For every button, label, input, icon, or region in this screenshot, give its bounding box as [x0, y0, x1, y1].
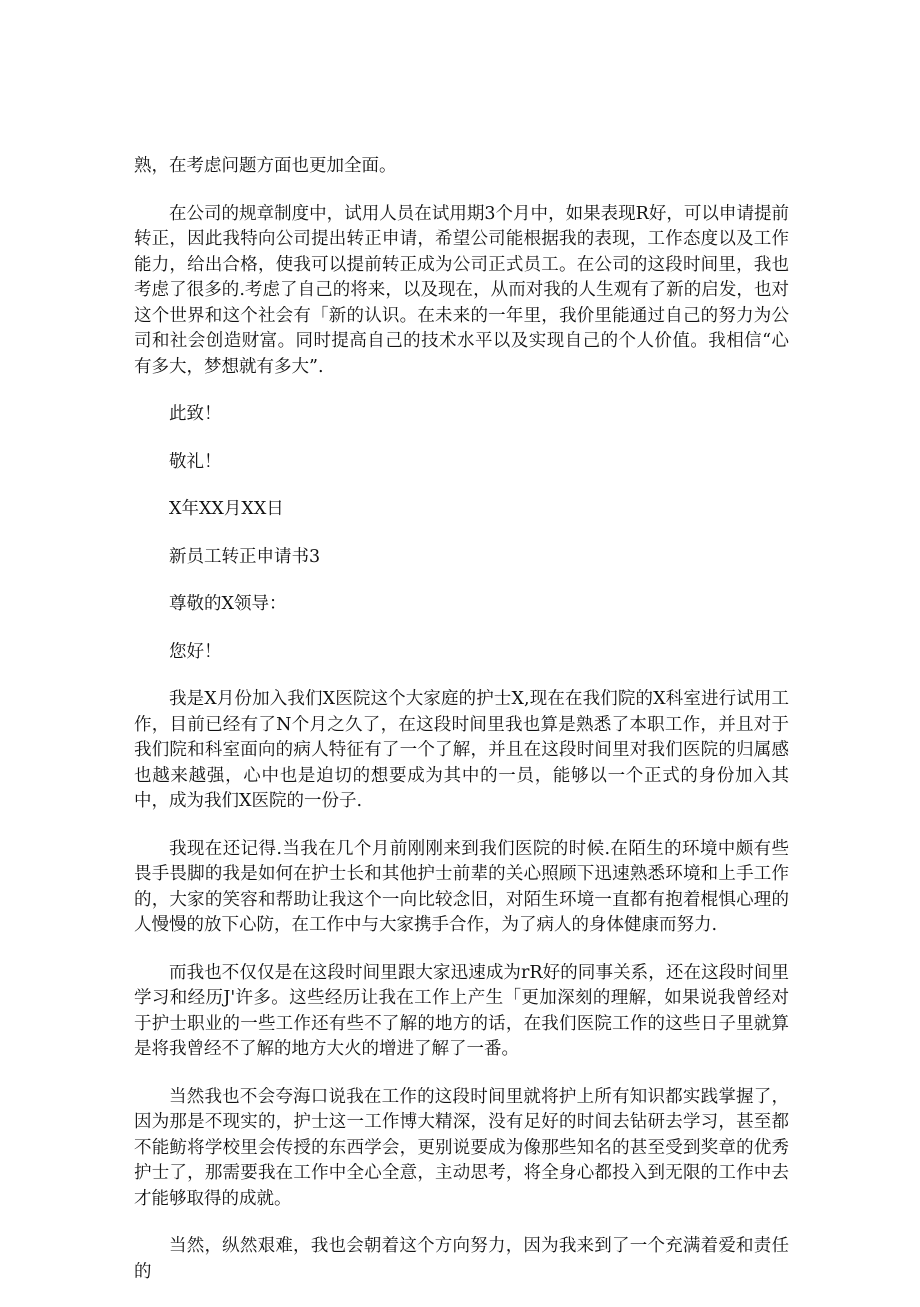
letter-greeting-recipient: 尊敬的X领导： — [169, 594, 287, 614]
letter-greeting: 您好！ — [169, 641, 222, 662]
paragraph-learning: 当然我也不会夸海口说我在工作的这段时间里就将护上所有知识都实践掌握了，因为那是不现实的，护士这一工作博大精深，没有足好的时间去钻研去学习，甚至都不能鲂将学校里会传授的东西学会，更别说要成为像那些知名的甚至受到奖章的优秀护士了，那需要我在工作中全心全意，主动思考，将全身心都投入到无限的工作中去才能够取得的成就。 — [134, 1086, 789, 1209]
closing-salutation: 此致！ — [169, 404, 222, 424]
closing-regards: 敬礼！ — [169, 451, 222, 472]
section-title: 新员工转正申请书3 — [169, 546, 321, 567]
paragraph-introduction: 我是X月份加入我们X医院这个大家庭的护士X,现在在我们院的X科室进行试用工作，目前已经有了N个月之久了，在这段时间里我也算是熟悉了本职工作，并且对于我们院和科室面向的病人特征有了一个了解，并且在这段时间里对我们医院的归属感也越来越强，心中也是迫切的想要成为其中的一员，能够以一个正式的身份加入其中，成为我们X医院的一份子. — [134, 689, 789, 811]
paragraph-probation-rules: 在公司的规章制度中，试用人员在试用期3个月中，如果表现R好，可以申请提前转正，因此我特向公司提出转正申请，希望公司能根据我的表现，工作态度以及工作能力，给出合格，使我可以提前转正成为公司正式员工。在公司的这段时间里，我也考虑了很多的.考虑了自己的将来，以及现在，从而对我的人生观有了新的启发，也对这个世界和这个社会有「新的认识。在未来的一年里，我价里能通过自己的努力为公司和社会创造财富。同时提高自己的技术水平以及实现自己的个人价值。我相信“心有多大，梦想就有多大”. — [134, 203, 789, 377]
paragraph-memories: 我现在还记得.当我在几个月前刚刚来到我们医院的时候.在陌生的环境中颇有些畏手畏脚的我是如何在护士长和其他护士前辈的关心照顾下迅速熟悉环境和上手工作的，大家的笑容和帮助让我这个一向比较念旧，对陌生环境一直都有抱着棍惧心理的人慢慢的放下心防，在工作中与大家携手合作，为了病人的身体健康而努力. — [134, 838, 789, 935]
paragraph-colleagues: 而我也不仅仅是在这段时间里跟大家迅速成为rR好的同事关系，还在这段时间里学习和经历J'许多。这些经历让我在工作上产生「更加深刻的理解，如果说我曾经对于护士职业的一些工作还有些不了解的地方的话，在我们医院工作的这些日子里就算是将我曾经不了解的地方大火的增进了解了一番。 — [134, 962, 789, 1059]
paragraph-effort: 当然，纵然艰难，我也会朝着这个方向努力，因为我来到了一个充满着爱和责任的 — [134, 1236, 789, 1282]
letter-date: X年XX月XX日 — [169, 499, 284, 519]
paragraph-continuation: 熟，在考虑问题方面也更加全面。 — [134, 156, 397, 176]
document-body — [134, 154, 789, 1307]
